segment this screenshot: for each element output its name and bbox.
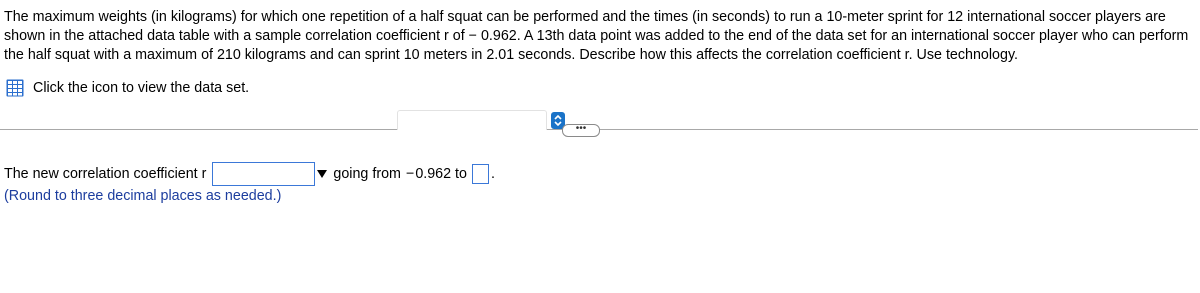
more-options-button[interactable]: ••• (562, 124, 600, 137)
minus-sign: − (405, 166, 415, 182)
original-r-value: 0.962 to (415, 166, 467, 182)
section-divider-right (598, 129, 1198, 130)
answer-prefix: The new correlation coefficient r (4, 166, 207, 182)
answer-suffix: . (491, 166, 495, 182)
dropdown-arrow-icon[interactable] (317, 167, 327, 181)
new-r-input[interactable] (472, 164, 489, 184)
view-data-set-link[interactable] (6, 78, 249, 98)
collapse-panel-tab (397, 110, 547, 130)
up-down-chevron-icon (553, 114, 563, 127)
question-text: The maximum weights (in kilograms) for which one repetition of a half squat can be performed and the times (in seconds) to run a 10-meter sprint for 12 international soccer players are shown in the attached data table with a sample correlation coefficient r of − 0.962. A 13th data point was added to the end of the data set for an international soccer player who can perform the half squat with a maximum of 210 kilograms and can sprint 10 meters in 2.01 seconds. Describe how this affects the correlation coefficient r. Use technology. (4, 9, 1189, 63)
view-data-set-label[interactable]: Click the icon to view the data set. (33, 80, 250, 96)
answer-row (4, 161, 495, 187)
rounding-hint: (Round to three decimal places as needed.) (4, 188, 282, 204)
data-table-grid-icon[interactable] (6, 79, 24, 97)
going-from-label: going from (333, 166, 401, 182)
correlation-change-select[interactable] (212, 162, 315, 186)
